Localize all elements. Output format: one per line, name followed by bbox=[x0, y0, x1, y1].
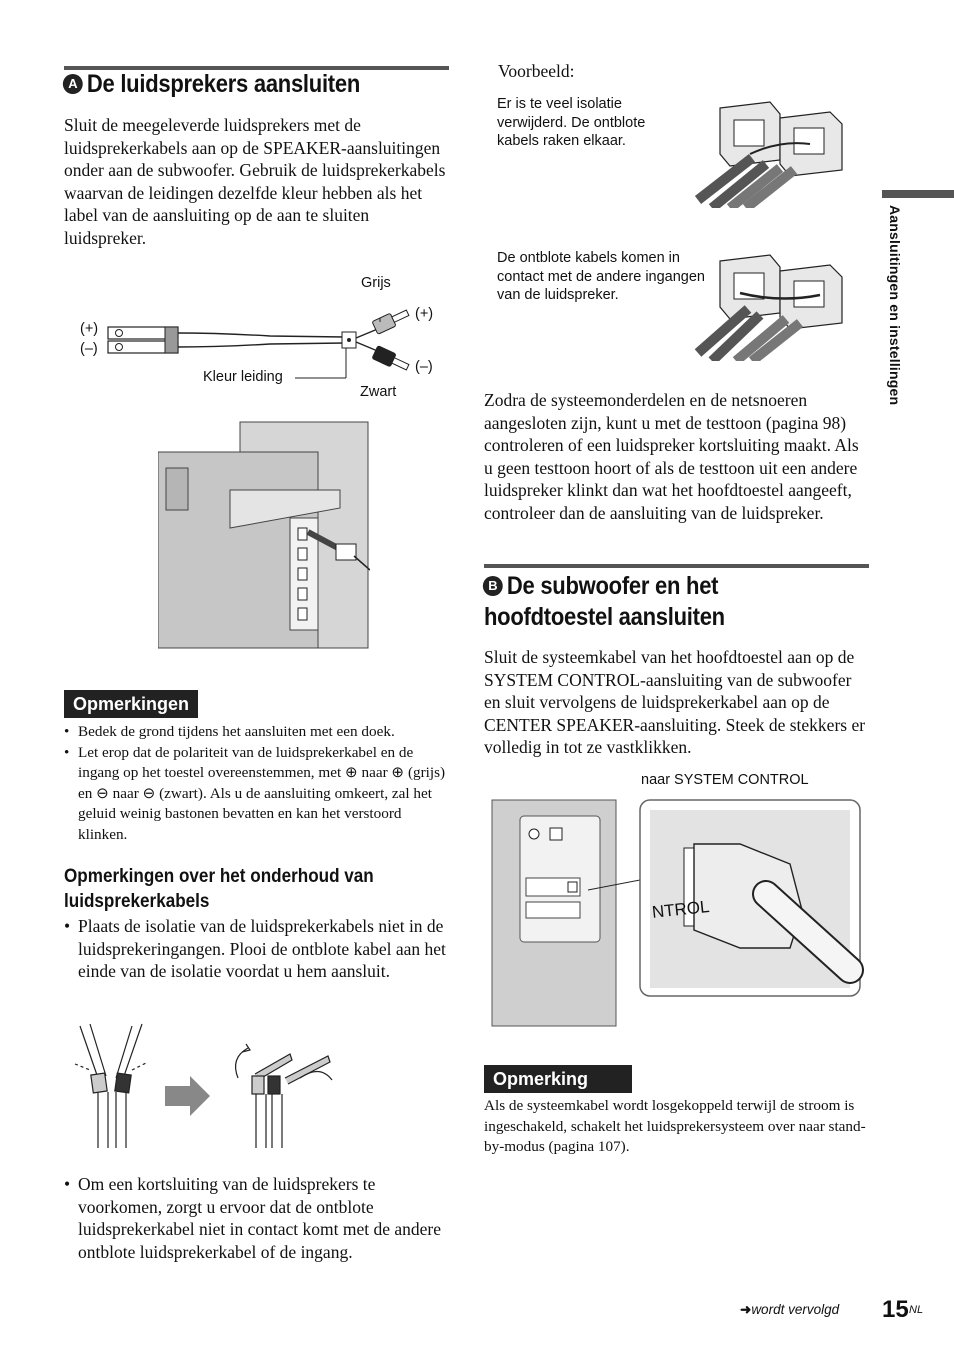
section-b-title-line2: hoofdtoestel aansluiten bbox=[484, 603, 725, 631]
arrow-right-icon: ➜ bbox=[740, 1302, 752, 1317]
maintenance-item: • Om een kortsluiting van de luidsprekers te voorkomen, zorgt u ervoor dat de ontblote luidsprekerkabel niet in contact komt met de andere ontblote luidsprekerkabel of de ingang. bbox=[64, 1173, 450, 1263]
section-a-paragraph: Sluit de meegeleverde luidsprekers met de luidsprekerkabels aan op de SPEAKER-aansluitingen onder aan de subwoofer. Gebruik de luidsprekerkabels waarvan de leidingen dezelfde kleur hebben als het label van de aansluiting op de aan te sluiten luidspreker. bbox=[64, 115, 446, 248]
label-naar-system-control: naar SYSTEM CONTROL bbox=[641, 772, 809, 788]
example-label: Voorbeeld: bbox=[498, 61, 575, 81]
notes-a-item: • Bedek de grond tijdens het aansluiten met een doek. bbox=[64, 722, 449, 743]
label-plus-left: (+) bbox=[80, 321, 99, 337]
sidebar-tab-label: Aansluitingen en instellingen bbox=[887, 205, 903, 406]
example-wrong-1-illustration bbox=[690, 100, 850, 208]
sidebar-tab-bar bbox=[882, 190, 954, 198]
maintenance-item: • Plaats de isolatie van de luidsprekerkabels niet in de luidsprekeringangen. Plooi de ontblote kabel aan het einde van de isolatie voordat u hem aansluit. bbox=[64, 915, 450, 983]
section-a-heading bbox=[64, 70, 360, 99]
example-caption-2: De ontblote kabels komen in contact met de andere ingangen van de luidspreker. bbox=[497, 250, 705, 303]
note-b-text: Als de systeemkabel wordt losgekoppeld terwijl de stroom is ingeschakeld, schakelt het luidsprekersysteem over naar stand-by-modus (pagina 107). bbox=[484, 1097, 866, 1155]
footer-continued bbox=[740, 1302, 839, 1318]
section-b-badge: B bbox=[483, 576, 503, 596]
notes-a-list bbox=[64, 722, 449, 845]
label-plus-right: (+) bbox=[415, 306, 434, 322]
section-b-rule bbox=[484, 564, 869, 568]
footer-continued-text: wordt vervolgd bbox=[751, 1302, 840, 1317]
notes-a-item: • Let erop dat de polariteit van de luidsprekerkabel en de ingang op het toestel overeenstemmen, met ⊕ naar ⊕ (grijs) en ⊖ naar ⊖ (zwart). Als u de aansluiting omkeert, zal het geluid weinig bastonen bevatten en kan het verstoord klinken. bbox=[64, 743, 449, 846]
section-b-title-line1: De subwoofer en het bbox=[506, 572, 719, 600]
label-minus-left: (–) bbox=[80, 341, 98, 357]
label-kleur-leiding: Kleur leiding bbox=[203, 369, 283, 385]
section-b-paragraph: Sluit de systeemkabel van het hoofdtoestel aan op de SYSTEM CONTROL-aansluiting van de subwoofer en sluit vervolgens de luidsprekerkabel aan op de CENTER SPEAKER-aansluiting. Steek de stekkers er volledig in tot ze vastklikken. bbox=[484, 647, 866, 758]
section-b-heading bbox=[484, 571, 725, 633]
maintenance-list-2 bbox=[64, 1173, 450, 1263]
test-tone-paragraph: Zodra de systeemonderdelen en de netsnoeren aangesloten zijn, kunt u met de testtoon (pagina 98) controleren of een luidspreker kortsluiting maakt. Als u geen testtoon hoort of als de testtoon uit een andere luidspreker klinkt dan wat het hoofdtoestel aangeeft, controleer dan de aansluiting van de luidspreker. bbox=[484, 390, 859, 523]
section-a-title: De luidsprekers aansluiten bbox=[86, 70, 361, 98]
maintenance-list-1 bbox=[64, 915, 450, 983]
page-lang: NL bbox=[909, 1304, 924, 1316]
zoom-control-text: NTROL bbox=[651, 896, 711, 922]
subwoofer-panel-illustration bbox=[158, 420, 370, 650]
example-wrong-2-illustration bbox=[690, 253, 850, 361]
maintenance-heading: Opmerkingen over het onderhoud van luidsprekerkabels bbox=[64, 866, 374, 912]
note-b-heading: Opmerking bbox=[484, 1065, 632, 1093]
wire-stripping-illustration bbox=[70, 1018, 340, 1153]
label-grijs: Grijs bbox=[361, 275, 391, 291]
label-zwart: Zwart bbox=[360, 384, 397, 400]
example-caption-1: Er is te veel isolatie verwijderd. De ontblote kabels raken elkaar. bbox=[497, 96, 646, 149]
label-minus-right: (–) bbox=[415, 359, 433, 375]
notes-a-heading: Opmerkingen bbox=[64, 690, 198, 718]
page-number: 15 bbox=[882, 1296, 909, 1323]
section-a-badge: A bbox=[63, 74, 83, 94]
